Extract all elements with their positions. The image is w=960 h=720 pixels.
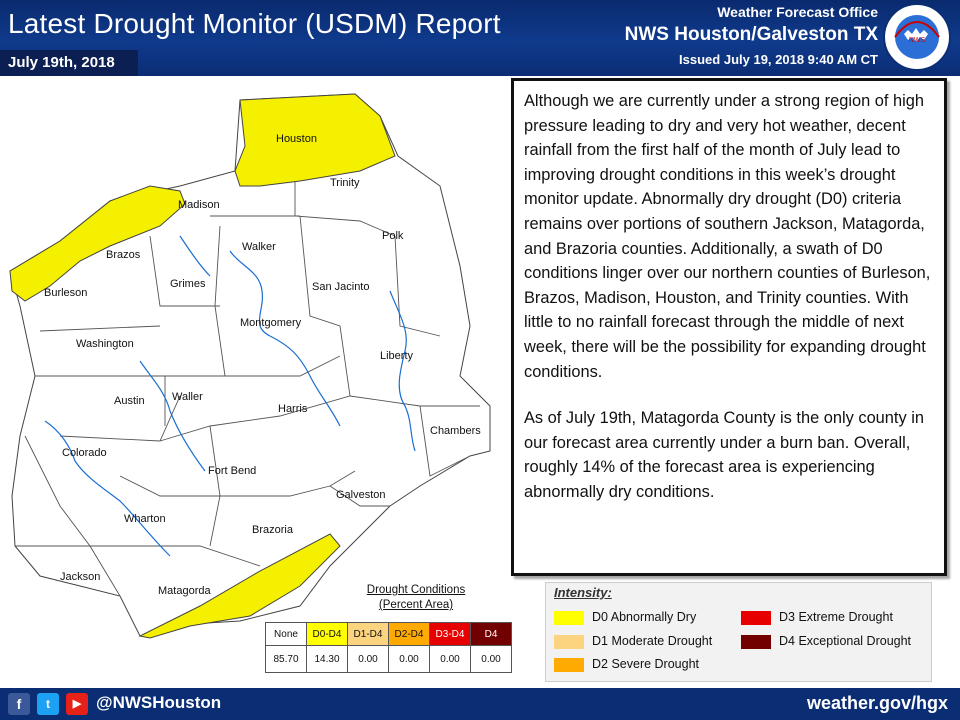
county-label-brazoria: Brazoria [252, 524, 293, 536]
table-cell-d2-d4: 0.00 [389, 646, 430, 673]
county-label-waller: Waller [172, 391, 203, 403]
table-cell-d0-d4: 14.30 [307, 646, 348, 673]
legend-label-d3: D3 Extreme Drought [779, 610, 893, 624]
nws-logo [882, 2, 952, 72]
county-label-houston: Houston [276, 133, 317, 145]
website-link[interactable]: weather.gov/hgx [806, 693, 948, 713]
table-header-d4: D4 [471, 623, 512, 646]
twitter-icon[interactable]: t [37, 693, 59, 715]
table-header-none: None [266, 623, 307, 646]
drought-table-title [354, 583, 478, 613]
county-label-trinity: Trinity [330, 177, 360, 189]
county-label-brazos: Brazos [106, 249, 141, 261]
legend-swatch-d1 [554, 635, 584, 649]
header-banner [0, 0, 960, 76]
county-label-galveston: Galveston [336, 489, 386, 501]
page-title: Latest Drought Monitor (USDM) Report [8, 8, 501, 39]
table-header-d3-d4: D3-D4 [430, 623, 471, 646]
legend-label-d1: D1 Moderate Drought [592, 634, 713, 648]
county-label-jackson: Jackson [60, 571, 101, 583]
table-cell-d1-d4: 0.00 [348, 646, 389, 673]
office-line1: Weather Forecast Office [717, 4, 878, 20]
table-header-d0-d4: D0-D4 [307, 623, 348, 646]
drought-table-heading: Drought Conditions [366, 584, 466, 596]
county-label-montgomery: Montgomery [240, 317, 302, 329]
legend-label-d0: D0 Abnormally Dry [592, 610, 697, 624]
office-info [625, 4, 878, 67]
table-cell-d3-d4: 0.00 [430, 646, 471, 673]
legend-swatch-d4 [741, 635, 771, 649]
issued-time: Issued July 19, 2018 9:40 AM CT [679, 52, 878, 67]
county-label-san-jacinto: San Jacinto [312, 281, 370, 293]
summary-paragraph-1: Although we are currently under a strong region of high pressure leading to dry and very hot weather, decent rainfall from the first half of the month of July lead to improving drought conditions in this week’s drought monitor update. Abnormally dry drought (D0) criteria remains over portions of southern Jackson, Matagorda, and Brazoria counties. Additionally, a swath of D0 conditions linger over our northern counties of Burleson, Brazos, Madison, Houston, and Trinity counties. With little to no rainfall forecast through the middle of next week, there will be the possibility for expanding drought conditions. [524, 92, 931, 381]
drought-table-subheading: (Percent Area) [378, 599, 454, 611]
drought-conditions-table [265, 622, 512, 673]
facebook-icon[interactable]: f [8, 693, 30, 715]
county-label-matagorda: Matagorda [158, 585, 211, 597]
county-label-chambers: Chambers [430, 425, 481, 437]
summary-paragraph-2: As of July 19th, Matagorda County is the only county in our forecast area currently under a burn ban. Overall, roughly 14% of the forecast area is experiencing abnormally dry conditions. [524, 409, 924, 501]
legend-swatch-d2 [554, 658, 584, 672]
county-label-grimes: Grimes [170, 278, 206, 290]
report-date: July 19th, 2018 [8, 54, 115, 71]
twitter-handle[interactable]: @NWSHouston [96, 693, 222, 712]
county-label-madison: Madison [178, 199, 220, 211]
county-label-burleson: Burleson [44, 287, 88, 299]
table-cell-d4: 0.00 [471, 646, 512, 673]
footer-bar [0, 688, 960, 720]
youtube-icon[interactable]: ▶ [66, 693, 88, 715]
legend-label-d2: D2 Severe Drought [592, 657, 700, 671]
intensity-legend-title: Intensity: [554, 585, 612, 600]
county-label-liberty: Liberty [380, 350, 414, 362]
county-label-austin: Austin [114, 395, 145, 407]
county-label-walker: Walker [242, 241, 276, 253]
legend-swatch-d3 [741, 611, 771, 625]
svg-text:NWS: NWS [908, 37, 926, 44]
legend-label-d4: D4 Exceptional Drought [779, 634, 912, 648]
legend-swatch-d0 [554, 611, 584, 625]
summary-textbox [511, 78, 947, 576]
office-line2: NWS Houston/Galveston TX [624, 24, 878, 45]
date-bar [0, 50, 138, 76]
county-label-wharton: Wharton [124, 513, 166, 525]
county-label-fort-bend: Fort Bend [208, 465, 257, 477]
county-label-polk: Polk [382, 230, 404, 242]
county-label-colorado: Colorado [62, 447, 107, 459]
table-header-d2-d4: D2-D4 [389, 623, 430, 646]
county-label-harris: Harris [278, 403, 308, 415]
table-header-row [266, 623, 512, 646]
table-row [266, 646, 512, 673]
table-header-d1-d4: D1-D4 [348, 623, 389, 646]
intensity-legend [545, 582, 932, 682]
county-label-washington: Washington [76, 338, 134, 350]
table-cell-none: 85.70 [266, 646, 307, 673]
